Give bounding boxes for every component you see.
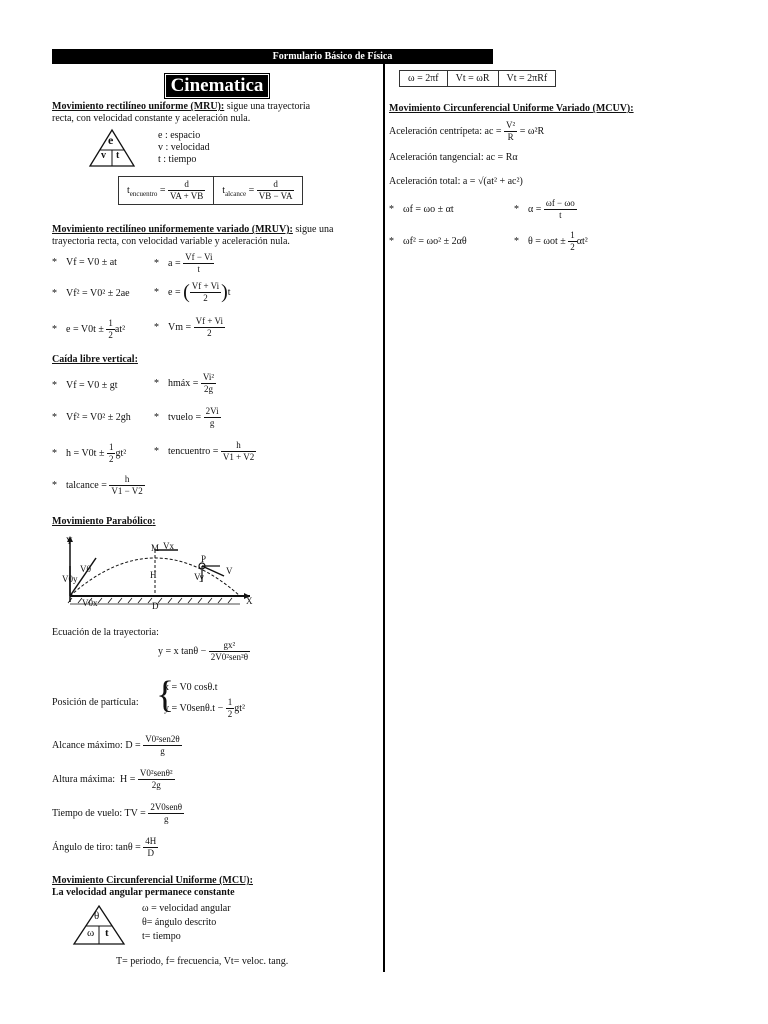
mcuv-heading: Movimiento Circunferencial Uniforme Variado (MCUV): bbox=[389, 103, 634, 114]
mcu-note: T= periodo, f= frecuencia, Vt= veloc. tang. bbox=[116, 956, 289, 967]
diag-v0y: V0y bbox=[62, 574, 78, 584]
mruv-f2-num: Vf − Vi bbox=[185, 252, 213, 262]
parabolico-heading-text: Movimiento Parabólico bbox=[52, 516, 153, 527]
diag-h: H bbox=[150, 570, 157, 580]
alc-num-p: V0²sen2θ bbox=[145, 734, 180, 744]
mcu-legend-item: θ= ángulo descrito bbox=[142, 917, 217, 928]
mcuv-f3-text: ωf² = ωo² ± 2αθ bbox=[403, 236, 467, 247]
caida-f2-num: Vi² bbox=[202, 372, 215, 382]
diag-vy: Vy bbox=[194, 572, 205, 582]
mruv-heading: Movimiento rectilíneo uniformemente variado (MRUV): bbox=[52, 224, 293, 235]
alc-label: Alcance máximo: bbox=[52, 739, 123, 751]
ang-den: D bbox=[147, 848, 155, 858]
ac-label: Aceleración centrípeta: bbox=[389, 125, 482, 137]
pos-formula-1: x = V0 cosθ.t bbox=[164, 682, 218, 693]
caida-f6-lhs: tencuentro = bbox=[168, 445, 219, 457]
caida-f5-lhs: h = V0t ± bbox=[66, 447, 105, 459]
ec-tray-num: gx² bbox=[209, 640, 250, 652]
alc-lhs: D = bbox=[125, 739, 141, 751]
caida-f7-den: V1 − V2 bbox=[111, 486, 143, 496]
caida-f4-den: g bbox=[209, 418, 215, 428]
mru-legend-item: t : tiempo bbox=[158, 154, 197, 165]
diag-p: P bbox=[201, 554, 207, 564]
alc-num: d bbox=[257, 179, 295, 191]
alt-num: V0²senθ² bbox=[139, 768, 173, 778]
column-divider bbox=[383, 64, 385, 972]
mcu-legend bbox=[142, 902, 231, 944]
mcu-triangle-left: ω bbox=[87, 927, 95, 939]
mcu-triangle-right: t bbox=[105, 927, 109, 939]
acel-centripeta bbox=[389, 120, 544, 143]
mru-legend-item: e : espacio bbox=[158, 130, 201, 141]
ec-tray-label: Ecuación de la trayectoria: bbox=[52, 627, 159, 638]
mru-triangle-top: e bbox=[108, 133, 114, 147]
mcuv-f4-num: 1 bbox=[570, 230, 575, 240]
mruv-f5-num: 1 bbox=[108, 318, 113, 328]
mruv-formula-2: * a = $\frac{Vf - Vi}{t}$ bbox=[154, 252, 213, 274]
caida-f4-num: 2Vi bbox=[205, 406, 219, 416]
mruv-formula-1: * Vf = V0 ± at bbox=[52, 257, 117, 268]
mru-desc1: sigue una trayectoria bbox=[226, 101, 311, 112]
mruv-f5-tail: at² bbox=[114, 323, 126, 335]
t-alcance-cell: $t_{alcance}$ = $\frac{d}{VB - VA}$ bbox=[214, 177, 303, 205]
caida-f5-den: 2 bbox=[108, 454, 114, 464]
caida-heading-text: Caída libre vertical bbox=[52, 354, 135, 365]
ec-tray-lhs: y = x tanθ − bbox=[158, 645, 207, 657]
enc-den: VA + VB bbox=[170, 191, 204, 201]
mcu-triangle-top: θ bbox=[94, 910, 100, 922]
caida-formula-2: * hmáx = $\frac{\text{Vi²}}{2g}$ bbox=[154, 372, 215, 394]
atot-eq: a = √(at² + ac²) bbox=[462, 176, 523, 187]
pos2-num: 1 bbox=[227, 697, 233, 707]
mcuv-f4-den: 2 bbox=[570, 242, 575, 252]
mcuv-formula-2: * α = $\frac{\omega f - \omega o}{t}$ bbox=[514, 198, 575, 220]
mcuv-formula-4: * θ = ωot ± $\frac{1}{2}$ αt² bbox=[514, 230, 588, 252]
mcuv-f2-lhs: α = bbox=[528, 203, 542, 215]
omega-2pif-cell: ω = 2πf bbox=[400, 71, 448, 87]
mruv-formula-5: * e = V0t ± $\frac{1}{2}$ at² bbox=[52, 318, 126, 340]
caida-formula-5: * h = V0t ± $\frac{1}{2}$ gt² bbox=[52, 442, 127, 464]
mru-legend bbox=[158, 130, 210, 166]
caida-f7-num: h bbox=[109, 474, 144, 486]
mruv-f6-den: 2 bbox=[207, 328, 212, 338]
mcu-legend-item: ω = velocidad angular bbox=[142, 903, 231, 914]
mru-triangle-left: v bbox=[101, 150, 106, 161]
mru-intro bbox=[52, 101, 380, 125]
at-eq: ac = Rα bbox=[486, 152, 518, 163]
diag-x: X bbox=[246, 596, 253, 606]
tv-den: g bbox=[163, 814, 169, 824]
mru-heading: Movimiento rectilíneo uniforme (MRU): bbox=[52, 101, 225, 112]
alt-lhs: H = bbox=[120, 773, 136, 785]
ec-tray-formula bbox=[158, 640, 250, 663]
caida-f6-num: h bbox=[221, 440, 256, 452]
caida-formula-1: * Vf = V0 ± gt bbox=[52, 380, 118, 391]
diag-v: V bbox=[226, 566, 233, 576]
diag-y: Y bbox=[66, 536, 73, 546]
diag-v0: V0 bbox=[80, 564, 91, 574]
alc-sub: alcance bbox=[225, 189, 247, 198]
mru-desc2: recta, con velocidad constante y aceleración nula. bbox=[52, 113, 251, 124]
mcuv-formula-3: * ωf² = ωo² ± 2αθ bbox=[389, 236, 467, 247]
ang-num: 4H bbox=[145, 836, 157, 846]
ac-num: V² bbox=[506, 120, 516, 130]
tv-num: 2V0senθ bbox=[150, 802, 183, 812]
enc-sub: encuentro bbox=[129, 189, 158, 198]
caida-f1-text: Vf = V0 ± gt bbox=[66, 380, 118, 391]
caida-f6-den: V1 + V2 bbox=[222, 452, 255, 462]
caida-f5-num: 1 bbox=[108, 442, 114, 452]
diag-v0x: V0x bbox=[82, 598, 98, 608]
atot-label: Aceleración total: bbox=[389, 176, 461, 187]
pos2-tail: gt² bbox=[234, 702, 245, 714]
caida-f3-text: Vf² = V0² ± 2gh bbox=[66, 412, 131, 423]
page-header bbox=[52, 49, 493, 64]
mcu-intro bbox=[52, 875, 253, 899]
mruv-f4-num: Vf + Vi bbox=[191, 281, 220, 291]
caida-f2-den: 2g bbox=[203, 384, 213, 394]
caida-formula-4: * tvuelo = $\frac{2Vi}{g}$ bbox=[154, 406, 219, 428]
ac-tail: = ω²R bbox=[519, 125, 545, 137]
caida-f5-tail: gt² bbox=[115, 447, 127, 459]
mruv-desc2: trayectoria recta, con velocidad variable y aceleración nula. bbox=[52, 236, 290, 247]
mruv-formula-4: * e = ( $\frac{Vf + Vi}{2}$ )t bbox=[154, 281, 231, 303]
mruv-f1-text: Vf = V0 ± at bbox=[66, 257, 117, 268]
caida-formula-3: * Vf² = V0² ± 2gh bbox=[52, 412, 131, 423]
mcuv-f1-text: ωf = ωo ± αt bbox=[403, 204, 454, 215]
mruv-f6-num: Vf + Vi bbox=[195, 316, 224, 326]
caida-formula-6: * tencuentro = $\frac{h}{V1 + V2}$ bbox=[154, 440, 255, 462]
alcance-formula bbox=[52, 734, 182, 757]
pos2-den: 2 bbox=[227, 709, 233, 719]
t-encuentro-cell: $t_{encuentro}$ = $\frac{d}{VA + VB}$ bbox=[119, 177, 214, 205]
mruv-f4-tail: t bbox=[227, 286, 231, 298]
mruv-intro bbox=[52, 224, 380, 248]
ang-lhs: tanθ = bbox=[115, 841, 141, 853]
mcu-legend-item: t= tiempo bbox=[142, 931, 181, 942]
alc-den-p: g bbox=[160, 746, 165, 756]
at-label: Aceleración tangencial: bbox=[389, 152, 484, 163]
alt-label: Altura máxima: bbox=[52, 773, 116, 785]
caida-formula-7: * talcance = $\frac{h}{V1 - V2}$ bbox=[52, 474, 143, 496]
enc-num: d bbox=[168, 179, 205, 191]
mru-time-table bbox=[118, 176, 303, 205]
acel-tangencial bbox=[389, 152, 518, 163]
altura-formula bbox=[52, 768, 175, 791]
angulo-formula bbox=[52, 836, 158, 859]
mruv-f2-lhs: a = bbox=[168, 257, 181, 269]
ac-den: R bbox=[507, 132, 514, 142]
mcu-heading: Movimiento Circunferencial Uniforme (MCU): bbox=[52, 875, 253, 886]
alc-den: VB − VA bbox=[258, 191, 293, 201]
mruv-formula-3: * Vf² = V0² ± 2ae bbox=[52, 288, 130, 299]
pos-formula-2 bbox=[164, 697, 245, 720]
mruv-f5-den: 2 bbox=[108, 330, 113, 340]
vt-omegar-cell: Vt = ωR bbox=[447, 71, 498, 87]
parabolico-heading: Movimiento Parabólico: bbox=[52, 516, 156, 527]
tv-lhs: TV = bbox=[124, 807, 146, 819]
mcuv-formula-1: * ωf = ωo ± αt bbox=[389, 204, 454, 215]
caida-f2-lhs: hmáx = bbox=[168, 377, 199, 389]
page-title: Formulario Básico de Física bbox=[272, 51, 393, 62]
diag-d: D bbox=[152, 601, 159, 611]
mcuv-f2-den: t bbox=[559, 210, 562, 220]
pos-label: Posición de partícula: bbox=[52, 697, 139, 708]
mcuv-f2-num: ωf − ωo bbox=[545, 198, 575, 208]
angular-velocity-table bbox=[399, 70, 556, 87]
mcuv-f4-tail: αt² bbox=[576, 235, 588, 247]
tv-label: Tiempo de vuelo: bbox=[52, 807, 123, 819]
caida-heading: Caída libre vertical: bbox=[52, 354, 138, 365]
pos2-lhs: y = V0senθ.t − bbox=[164, 702, 224, 714]
diag-vx: Vx bbox=[163, 541, 174, 551]
tvuelo-formula bbox=[52, 802, 184, 825]
caida-f7-lhs: talcance = bbox=[66, 479, 107, 491]
mru-legend-item: v : velocidad bbox=[158, 142, 210, 153]
diag-m: M bbox=[151, 543, 160, 553]
vt-2pirf-cell: Vt = 2πRf bbox=[498, 71, 556, 87]
pos-brace: { bbox=[156, 674, 175, 716]
mruv-f4-den: 2 bbox=[203, 293, 208, 303]
alt-den: 2g bbox=[151, 780, 161, 790]
ac-lhs: ac = bbox=[484, 125, 502, 137]
mruv-f2-den: t bbox=[197, 264, 201, 274]
ang-label: Ángulo de tiro: bbox=[52, 841, 114, 853]
acel-total bbox=[389, 176, 523, 187]
mruv-f3-text: Vf² = V0² ± 2ae bbox=[66, 288, 130, 299]
mcuv-f4-lhs: θ = ωot ± bbox=[528, 235, 566, 247]
mruv-f5-lhs: e = V0t ± bbox=[66, 323, 104, 335]
mruv-formula-6: * Vm = $\frac{Vf + Vi}{2}$ bbox=[154, 316, 224, 338]
mruv-f4-lhs: e = bbox=[168, 286, 181, 298]
mcu-sub: La velocidad angular permanece constante bbox=[52, 887, 235, 898]
ec-tray-den: 2V0²sen²θ bbox=[210, 652, 249, 662]
section-title-cinematica: Cinematica bbox=[164, 73, 270, 99]
caida-f4-lhs: tvuelo = bbox=[168, 411, 202, 423]
mru-triangle-right: t bbox=[116, 150, 120, 161]
mruv-f6-lhs: Vm = bbox=[168, 321, 192, 333]
mruv-desc1: sigue una bbox=[295, 224, 334, 235]
